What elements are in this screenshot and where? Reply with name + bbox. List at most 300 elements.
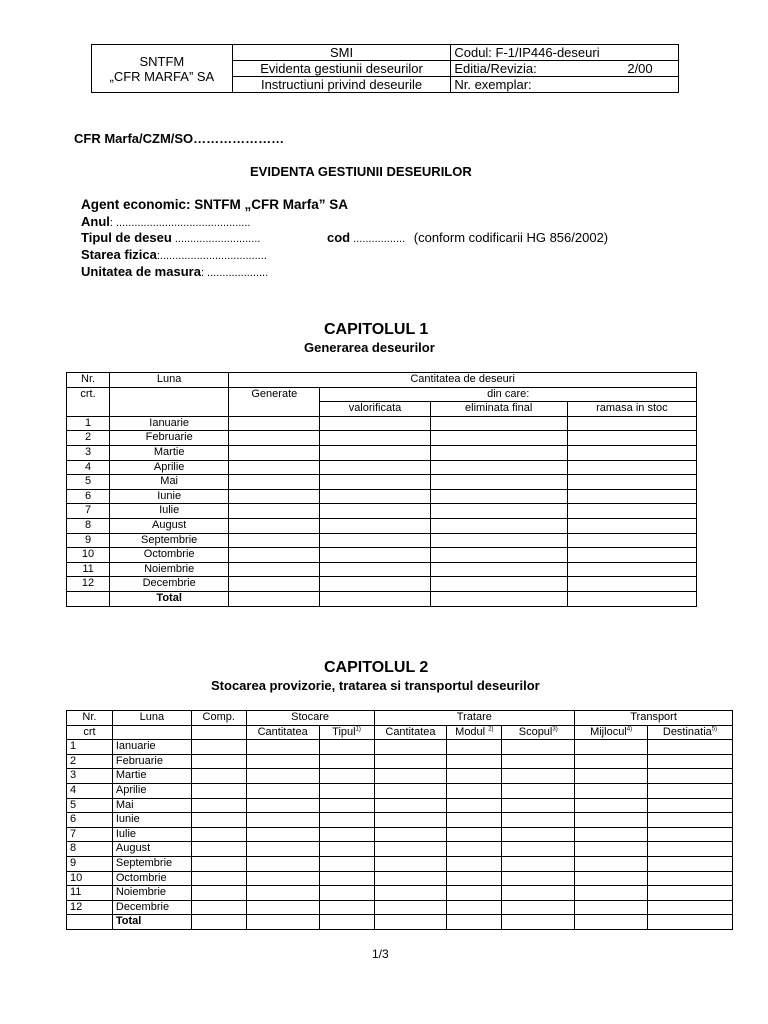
table-cell bbox=[648, 856, 733, 871]
table-cell bbox=[320, 475, 430, 490]
table-cell bbox=[191, 871, 246, 886]
t1-row-number: 7 bbox=[67, 504, 110, 519]
table-cell bbox=[648, 842, 733, 857]
table-cell bbox=[430, 475, 567, 490]
t2-h-cantitatea2: Cantitatea bbox=[374, 725, 447, 740]
table-row bbox=[67, 769, 733, 784]
table-cell bbox=[229, 504, 320, 519]
table-cell bbox=[229, 416, 320, 431]
table-row bbox=[67, 460, 697, 475]
table-cell bbox=[575, 827, 648, 842]
t2-row-number: 3 bbox=[67, 769, 113, 784]
t1-h-ramasa: ramasa in stoc bbox=[567, 402, 696, 417]
table-cell bbox=[246, 842, 319, 857]
anul-line bbox=[81, 214, 250, 229]
table-cell bbox=[320, 504, 430, 519]
anul-label: Anul bbox=[81, 214, 110, 229]
t2-h-nr2: crt bbox=[67, 725, 113, 740]
t1-h-dincare: din care: bbox=[320, 387, 697, 402]
table-cell bbox=[502, 856, 575, 871]
table-cell bbox=[567, 460, 696, 475]
table-cell bbox=[191, 856, 246, 871]
t1-row-month: Februarie bbox=[110, 431, 229, 446]
table-cell bbox=[374, 798, 447, 813]
table-row bbox=[67, 856, 733, 871]
t2-row-number: 1 bbox=[67, 740, 113, 755]
t2-row-number: 6 bbox=[67, 813, 113, 828]
table-cell bbox=[430, 431, 567, 446]
unit-measure-label: Unitatea de masura bbox=[81, 264, 201, 279]
table-row bbox=[67, 533, 697, 548]
stare-dots: :................................... bbox=[156, 250, 267, 262]
table-row bbox=[67, 475, 697, 490]
table-cell bbox=[502, 915, 575, 930]
table-cell bbox=[191, 915, 246, 930]
chapter2-subtitle: Stocarea provizorie, tratarea si transportul deseurilor bbox=[211, 678, 540, 693]
t1-h-luna: Luna bbox=[110, 373, 229, 388]
table-cell bbox=[191, 769, 246, 784]
table-cell bbox=[575, 769, 648, 784]
table-cell bbox=[502, 871, 575, 886]
table-cell bbox=[567, 591, 696, 606]
table-cell bbox=[430, 416, 567, 431]
table-cell bbox=[447, 871, 502, 886]
tip-label: Tipul de deseu bbox=[81, 230, 172, 245]
org-line1: SNTFM bbox=[139, 53, 185, 69]
t2-row-number: 12 bbox=[67, 900, 113, 915]
cod-line bbox=[327, 230, 608, 245]
table-row bbox=[67, 827, 733, 842]
edition-label: Editia/Revizia: bbox=[454, 61, 537, 76]
t1-row-month: Noiembrie bbox=[110, 562, 229, 577]
t2-h-destinatia-cell bbox=[648, 725, 733, 740]
chapter2-title: CAPITOLUL 2 bbox=[324, 659, 429, 676]
table-cell bbox=[648, 769, 733, 784]
doc-code: Codul: F-1/IP446-deseuri bbox=[451, 45, 679, 61]
t2-h-cantitatea1: Cantitatea bbox=[246, 725, 319, 740]
table-cell bbox=[319, 900, 374, 915]
t1-row-month: Martie bbox=[110, 445, 229, 460]
table-cell bbox=[447, 798, 502, 813]
t2-h-tipul: Tipul bbox=[332, 725, 356, 738]
table-cell bbox=[567, 475, 696, 490]
table-cell bbox=[191, 827, 246, 842]
table-cell bbox=[447, 856, 502, 871]
table-cell bbox=[191, 886, 246, 901]
table-cell bbox=[229, 591, 320, 606]
table-cell bbox=[648, 740, 733, 755]
table-cell bbox=[575, 886, 648, 901]
table-cell bbox=[447, 783, 502, 798]
table-cell bbox=[575, 740, 648, 755]
table-row bbox=[67, 813, 733, 828]
table-cell bbox=[648, 900, 733, 915]
table-cell bbox=[246, 783, 319, 798]
table-cell bbox=[575, 783, 648, 798]
cod-label: cod bbox=[327, 230, 351, 245]
table-cell bbox=[319, 871, 374, 886]
t1-row-number: 12 bbox=[67, 577, 110, 592]
table-cell bbox=[567, 416, 696, 431]
table-cell bbox=[229, 431, 320, 446]
t1-row-month: Aprilie bbox=[110, 460, 229, 475]
table-cell bbox=[320, 416, 430, 431]
t2-total-nr bbox=[67, 915, 113, 930]
table-cell bbox=[447, 842, 502, 857]
table-cell bbox=[567, 577, 696, 592]
t2-row-month: Decembrie bbox=[112, 900, 191, 915]
table-cell bbox=[191, 900, 246, 915]
t2-h-nr1: Nr. bbox=[67, 711, 113, 726]
table-row bbox=[67, 518, 697, 533]
table-cell bbox=[648, 871, 733, 886]
table-cell bbox=[374, 783, 447, 798]
t2-h-tipul-cell bbox=[319, 725, 374, 740]
table-cell bbox=[430, 562, 567, 577]
t2-row-month: Octombrie bbox=[112, 871, 191, 886]
t2-h-mijlocul-sup: 4) bbox=[626, 725, 633, 732]
table-row bbox=[67, 577, 697, 592]
t2-h-modul-sup: 2) bbox=[488, 725, 494, 732]
table-cell bbox=[430, 445, 567, 460]
table-cell bbox=[575, 842, 648, 857]
cod-dots: ................. bbox=[350, 233, 406, 245]
table-cell bbox=[447, 827, 502, 842]
t1-row-number: 4 bbox=[67, 460, 110, 475]
table-cell bbox=[567, 489, 696, 504]
t2-h-mijlocul: Mijlocul bbox=[590, 725, 627, 738]
table-cell bbox=[229, 489, 320, 504]
table-cell bbox=[191, 813, 246, 828]
table-row bbox=[67, 740, 733, 755]
t2-h-modul: Modul bbox=[455, 725, 486, 738]
table-cell bbox=[319, 754, 374, 769]
table-row bbox=[67, 871, 733, 886]
table-cell bbox=[648, 754, 733, 769]
table-cell bbox=[320, 460, 430, 475]
table-row bbox=[67, 504, 697, 519]
table-cell bbox=[319, 740, 374, 755]
table-cell bbox=[374, 754, 447, 769]
table-row bbox=[67, 798, 733, 813]
table-cell bbox=[191, 842, 246, 857]
table-cell bbox=[229, 518, 320, 533]
table-cell bbox=[320, 445, 430, 460]
t1-row-month: Mai bbox=[110, 475, 229, 490]
t2-total-label: Total bbox=[112, 915, 191, 930]
t2-row-month: Noiembrie bbox=[112, 886, 191, 901]
t1-h-luna-cont2 bbox=[110, 402, 229, 417]
t2-row-number: 2 bbox=[67, 754, 113, 769]
table-cell bbox=[575, 900, 648, 915]
table-cell bbox=[246, 900, 319, 915]
t2-h-comp: Comp. bbox=[191, 711, 246, 726]
table-cell bbox=[320, 577, 430, 592]
t2-row-number: 7 bbox=[67, 827, 113, 842]
table-cell bbox=[229, 562, 320, 577]
table-cell bbox=[246, 871, 319, 886]
table-cell bbox=[319, 915, 374, 930]
table-cell bbox=[430, 460, 567, 475]
sys-line1: SMI bbox=[232, 45, 451, 61]
table-cell bbox=[246, 769, 319, 784]
table-cell bbox=[229, 460, 320, 475]
table-cell bbox=[246, 813, 319, 828]
table-cell bbox=[319, 783, 374, 798]
cod-note: (conform codificarii HG 856/2002) bbox=[413, 230, 609, 245]
table-cell bbox=[246, 798, 319, 813]
t1-row-month: Septembrie bbox=[110, 533, 229, 548]
t2-row-number: 4 bbox=[67, 783, 113, 798]
t1-row-month: Ianuarie bbox=[110, 416, 229, 431]
table-cell bbox=[191, 754, 246, 769]
t2-row-month: Iulie bbox=[112, 827, 191, 842]
table-cell bbox=[320, 562, 430, 577]
table-row bbox=[67, 445, 697, 460]
t1-row-number: 1 bbox=[67, 416, 110, 431]
table-cell bbox=[575, 798, 648, 813]
table-cell bbox=[648, 886, 733, 901]
t2-row-month: Februarie bbox=[112, 754, 191, 769]
table-cell bbox=[374, 856, 447, 871]
page-number: 1/3 bbox=[372, 947, 389, 961]
table-cell bbox=[447, 886, 502, 901]
table-cell bbox=[567, 533, 696, 548]
t2-h-tratare: Tratare bbox=[374, 711, 575, 726]
t2-h-modul-cell bbox=[447, 725, 502, 740]
t2-row-month: Mai bbox=[112, 798, 191, 813]
t2-row-number: 9 bbox=[67, 856, 113, 871]
table-row bbox=[67, 431, 697, 446]
table-cell bbox=[502, 740, 575, 755]
t2-row-number: 8 bbox=[67, 842, 113, 857]
edition-value: 2/00 bbox=[627, 61, 653, 76]
t2-h-destinatia: Destinatia bbox=[662, 725, 712, 738]
t1-row-number: 8 bbox=[67, 518, 110, 533]
table-row bbox=[67, 416, 697, 431]
table-cell bbox=[502, 798, 575, 813]
table-cell bbox=[229, 475, 320, 490]
table-cell bbox=[575, 871, 648, 886]
table-cell bbox=[374, 769, 447, 784]
t2-h-transport: Transport bbox=[575, 711, 733, 726]
table-cell bbox=[502, 842, 575, 857]
table-cell bbox=[246, 915, 319, 930]
table-cell bbox=[374, 827, 447, 842]
table-cell bbox=[648, 783, 733, 798]
unit-line: CFR Marfa/CZM/SO………………… bbox=[74, 131, 285, 146]
t1-h-luna-cont bbox=[110, 387, 229, 402]
t1-row-number: 9 bbox=[67, 533, 110, 548]
table-cell bbox=[246, 827, 319, 842]
table-cell bbox=[648, 827, 733, 842]
t2-row-month: Aprilie bbox=[112, 783, 191, 798]
t2-h-scopul-cell bbox=[502, 725, 575, 740]
t1-h-nr2: crt. bbox=[67, 387, 110, 402]
table-cell bbox=[320, 489, 430, 504]
tip-dots: ............................ bbox=[171, 233, 261, 245]
t2-row-month: Septembrie bbox=[112, 856, 191, 871]
t2-row-number: 11 bbox=[67, 886, 113, 901]
org-line2: „CFR MARFA” SA bbox=[109, 68, 215, 84]
t1-row-month: Iulie bbox=[110, 504, 229, 519]
table-cell bbox=[319, 798, 374, 813]
table-cell bbox=[447, 900, 502, 915]
table-row bbox=[67, 562, 697, 577]
t1-row-month: Octombrie bbox=[110, 548, 229, 563]
t1-row-number: 3 bbox=[67, 445, 110, 460]
table-cell bbox=[567, 518, 696, 533]
t2-row-month: August bbox=[112, 842, 191, 857]
table-cell bbox=[502, 827, 575, 842]
table-cell bbox=[430, 489, 567, 504]
table-cell bbox=[246, 754, 319, 769]
table-cell bbox=[430, 577, 567, 592]
t2-row-number: 5 bbox=[67, 798, 113, 813]
document-header-table bbox=[91, 44, 679, 93]
unit-measure-line bbox=[81, 264, 268, 279]
t2-h-destinatia-sup: 5) bbox=[711, 725, 718, 732]
table-cell bbox=[319, 886, 374, 901]
stare-line bbox=[81, 247, 267, 262]
table-cell bbox=[567, 431, 696, 446]
table-cell bbox=[374, 886, 447, 901]
table-cell bbox=[575, 813, 648, 828]
table-cell bbox=[430, 591, 567, 606]
table-cell bbox=[567, 445, 696, 460]
table-row bbox=[67, 842, 733, 857]
table-cell bbox=[319, 856, 374, 871]
table-cell bbox=[502, 769, 575, 784]
table-cell bbox=[430, 518, 567, 533]
t2-h-mijlocul-cell bbox=[575, 725, 648, 740]
t2-row-number: 10 bbox=[67, 871, 113, 886]
table-cell bbox=[430, 548, 567, 563]
t2-h-scopul-sup: 3) bbox=[552, 725, 558, 732]
table-cell bbox=[374, 813, 447, 828]
table-cell bbox=[648, 813, 733, 828]
table-row bbox=[67, 886, 733, 901]
t2-row-month: Iunie bbox=[112, 813, 191, 828]
table-row bbox=[67, 754, 733, 769]
table-cell bbox=[246, 856, 319, 871]
table-cell bbox=[447, 813, 502, 828]
table-cell bbox=[320, 533, 430, 548]
chapter1-title: CAPITOLUL 1 bbox=[324, 321, 429, 338]
table-cell bbox=[430, 504, 567, 519]
table-cell bbox=[319, 827, 374, 842]
table-cell bbox=[502, 886, 575, 901]
org-cell bbox=[92, 45, 233, 93]
table-cell bbox=[502, 754, 575, 769]
t1-row-number: 2 bbox=[67, 431, 110, 446]
table-cell bbox=[319, 842, 374, 857]
sys-line3: Instructiuni privind deseurile bbox=[232, 77, 451, 93]
table-cell bbox=[374, 915, 447, 930]
table-row bbox=[67, 489, 697, 504]
table-cell bbox=[374, 900, 447, 915]
table-cell bbox=[229, 533, 320, 548]
t1-row-number: 11 bbox=[67, 562, 110, 577]
table-cell bbox=[575, 856, 648, 871]
table-cell bbox=[430, 533, 567, 548]
t1-total-label: Total bbox=[110, 591, 229, 606]
t2-h-luna-cont bbox=[112, 725, 191, 740]
table-cell bbox=[191, 740, 246, 755]
table-row bbox=[67, 783, 733, 798]
stare-label: Starea fizica bbox=[81, 247, 157, 262]
table-cell bbox=[374, 871, 447, 886]
table-cell bbox=[229, 577, 320, 592]
table-cell bbox=[567, 504, 696, 519]
table-cell bbox=[575, 754, 648, 769]
table-cell bbox=[648, 915, 733, 930]
t1-h-nr1: Nr. bbox=[67, 373, 110, 388]
table-cell bbox=[320, 591, 430, 606]
table-cell bbox=[575, 915, 648, 930]
t1-h-valorificata: valorificata bbox=[320, 402, 430, 417]
table-cell bbox=[320, 431, 430, 446]
doc-title: EVIDENTA GESTIUNII DESEURILOR bbox=[250, 164, 472, 179]
table-cell bbox=[447, 915, 502, 930]
unit-measure-dots: : .................... bbox=[200, 267, 269, 279]
t1-row-month: August bbox=[110, 518, 229, 533]
t1-row-number: 10 bbox=[67, 548, 110, 563]
table-cell bbox=[319, 769, 374, 784]
tip-line bbox=[81, 230, 260, 245]
t1-row-number: 6 bbox=[67, 489, 110, 504]
storage-treatment-table bbox=[66, 710, 733, 930]
table-cell bbox=[374, 740, 447, 755]
table-cell bbox=[648, 798, 733, 813]
chapter1-subtitle: Generarea deseurilor bbox=[304, 340, 435, 355]
table-row bbox=[67, 548, 697, 563]
table-cell bbox=[246, 886, 319, 901]
t2-row-month: Ianuarie bbox=[112, 740, 191, 755]
t2-h-comp-cont bbox=[191, 725, 246, 740]
edition-cell bbox=[451, 61, 679, 77]
agent-line: Agent economic: SNTFM „CFR Marfa” SA bbox=[81, 197, 349, 212]
t1-row-month: Iunie bbox=[110, 489, 229, 504]
table-cell bbox=[502, 900, 575, 915]
table-cell bbox=[502, 783, 575, 798]
table-cell bbox=[447, 754, 502, 769]
t2-h-luna: Luna bbox=[112, 711, 191, 726]
table-cell bbox=[246, 740, 319, 755]
table-cell bbox=[320, 518, 430, 533]
table-cell bbox=[229, 445, 320, 460]
table-cell bbox=[447, 769, 502, 784]
t1-h-cant: Cantitatea de deseuri bbox=[229, 373, 697, 388]
t1-total-nr bbox=[67, 591, 110, 606]
table-row bbox=[67, 900, 733, 915]
t1-row-number: 5 bbox=[67, 475, 110, 490]
table-cell bbox=[191, 783, 246, 798]
t1-h-nr-cont bbox=[67, 402, 110, 417]
copy-number: Nr. exemplar: bbox=[451, 77, 679, 93]
table-cell bbox=[320, 548, 430, 563]
sys-line2: Evidenta gestiunii deseurilor bbox=[232, 61, 451, 77]
t1-h-generate: Generate bbox=[229, 387, 320, 416]
t2-h-stocare: Stocare bbox=[246, 711, 374, 726]
t2-row-month: Martie bbox=[112, 769, 191, 784]
t1-row-month: Decembrie bbox=[110, 577, 229, 592]
table-cell bbox=[567, 548, 696, 563]
t2-h-tipul-sup: 1) bbox=[355, 725, 361, 732]
table-cell bbox=[374, 842, 447, 857]
table-cell bbox=[191, 798, 246, 813]
anul-dots: : ............................................ bbox=[109, 217, 251, 229]
